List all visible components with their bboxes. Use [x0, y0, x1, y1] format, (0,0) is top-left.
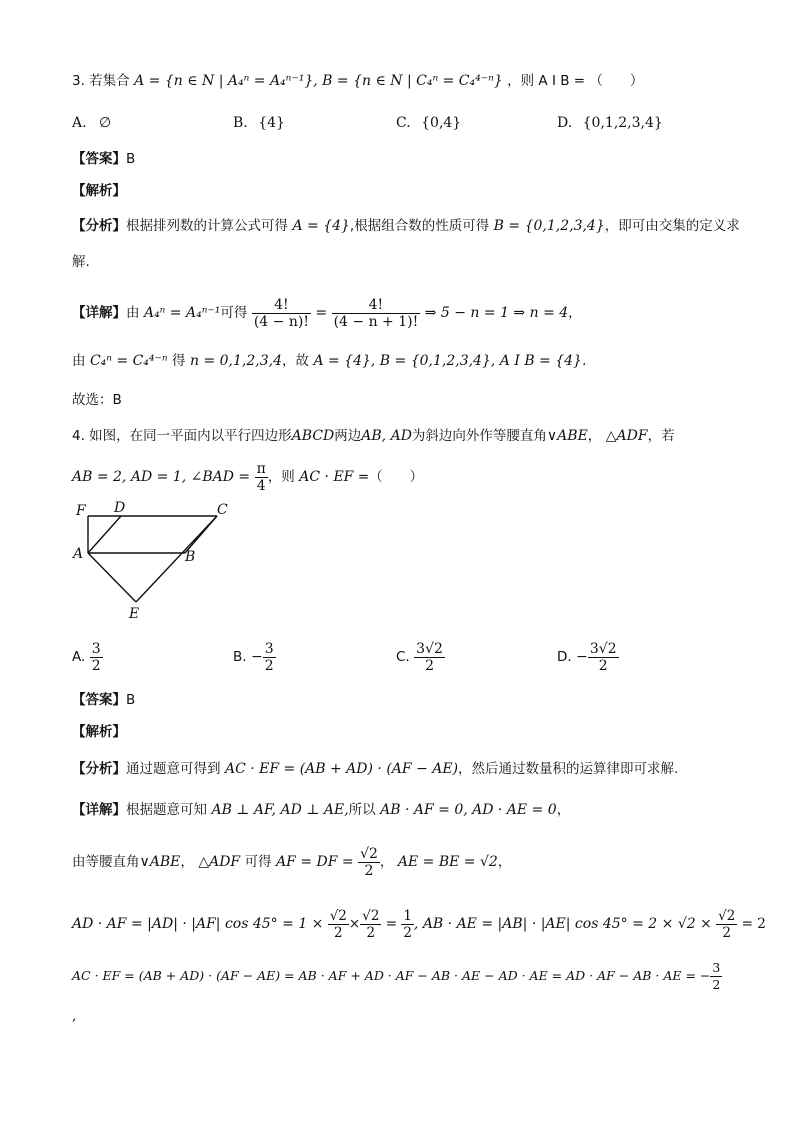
q4-line3	[72, 904, 766, 944]
q3-fenxi-text-b: ,根据组合数的性质可得	[349, 218, 490, 234]
q4-fenxi	[72, 759, 678, 779]
q4-option-d	[557, 637, 619, 677]
q3-question: ，则 A I B = （ ）	[507, 73, 644, 89]
q3-stem	[72, 71, 643, 91]
q3-fenxi-text-d: 解.	[72, 254, 90, 270]
q4-line2-e: 可得	[244, 854, 272, 870]
q4-line3-times: ×	[348, 916, 361, 932]
q3-fenxi-text-a: 根据排列数的计算公式可得	[126, 218, 288, 234]
segment-ae	[88, 553, 136, 602]
q4-option-b-frac	[263, 641, 276, 674]
label-a: A	[73, 546, 84, 562]
q3-sets: A = {n ∈ N | A₄ⁿ = A₄ⁿ⁻¹}, B = {n ∈ N | C₄ⁿ = C₄⁴⁻ⁿ}	[134, 73, 503, 89]
q3-frac-1	[252, 297, 311, 330]
label-c: C	[217, 502, 228, 518]
q4-stem-h: △ADF	[605, 428, 648, 444]
q3-fenxi-text-c: ，即可由交集的定义求	[604, 218, 740, 234]
q3-option-a-letter: A.	[72, 115, 87, 131]
q4-xiangjie-b: AB ⊥ AF, AD ⊥ AE,	[211, 802, 349, 818]
q3-option-d-text: {0,1,2,3,4}	[582, 115, 663, 131]
q4-line2	[72, 842, 511, 882]
parallelogram-figure	[70, 497, 240, 622]
q3-xiangjie-result: ⇒ 5 − n = 1 ⇒ n = 4	[424, 305, 569, 321]
q4-xiangjie	[72, 800, 570, 820]
q3-option-b	[233, 113, 285, 133]
q4-cond-a: AB = 2, AD = 1, ∠BAD =	[72, 469, 251, 485]
q3-frac-1-num: 4!	[252, 297, 311, 314]
q4-stem-g: ，	[587, 428, 602, 444]
q3-xiangjie-text-b: 可得	[220, 305, 248, 321]
q4-line3-frac3-den: 2	[403, 925, 412, 941]
q4-option-b	[233, 637, 276, 677]
q3-answer-tag: 【答案】	[72, 151, 126, 167]
q3-frac-1-den: (4 − n)!	[253, 313, 309, 330]
q3-line2-c: 得	[172, 353, 186, 369]
q4-line3-d: , AB · AE = |AB| · |AE| cos 45° = 2 × √2 ×	[413, 916, 712, 932]
q4-answer-value: B	[126, 692, 136, 708]
q4-line2-frac-den: 2	[364, 862, 374, 879]
q4-cond-frac	[255, 461, 268, 494]
q4-condition	[72, 456, 423, 498]
q4-option-a	[72, 637, 103, 677]
q4-line2-frac-num: √2	[360, 845, 378, 862]
q3-xiangjie-text-a: 由	[126, 305, 140, 321]
q4-cond-c: AC · EF	[299, 469, 354, 485]
q3-xiangjie-comma: ，	[568, 305, 582, 321]
q4-option-c-frac	[414, 641, 445, 674]
q4-line3-frac1-num: √2	[329, 908, 347, 924]
q4-line4	[72, 956, 722, 996]
q3-xiangjie-eq: A₄ⁿ = A₄ⁿ⁻¹	[143, 305, 221, 321]
q4-option-d-letter: D.	[557, 649, 572, 665]
q4-line3-frac2-den: 2	[366, 925, 376, 941]
q4-line2-d: △ADF	[198, 854, 241, 870]
q4-stem-a: 4. 如图，在同一平面内以平行四边形	[72, 428, 292, 444]
q3-line2	[72, 351, 586, 371]
q3-line2-a: 由	[72, 353, 86, 369]
q4-option-b-den: 2	[264, 657, 274, 674]
q4-option-d-den: 2	[598, 657, 608, 674]
q4-line4-frac-den: 2	[712, 977, 721, 992]
q4-cond-d: =（ ）	[357, 469, 424, 485]
q4-line4-frac-num: 3	[712, 960, 721, 975]
q3-line2-e: ，故	[281, 353, 309, 369]
q3-line2-result: A = {4}, B = {0,1,2,3,4}, A I B = {4}.	[313, 353, 587, 369]
q3-option-a	[72, 113, 111, 133]
q4-xiangjie-e: ，	[556, 802, 571, 818]
q4-line4-frac	[710, 960, 722, 993]
q4-line3-frac3-num: 1	[403, 908, 412, 924]
label-f: F	[76, 503, 86, 519]
label-b: B	[185, 549, 196, 565]
q4-xiangjie-d: AB · AF = 0, AD · AE = 0	[380, 802, 557, 818]
q4-stem-e: 为斜边向外作等腰直角	[411, 428, 547, 444]
q4-option-b-letter: B.	[233, 649, 247, 665]
q4-option-b-num: 3	[264, 640, 274, 657]
q4-analysis-heading	[72, 722, 126, 742]
q3-choice-text: 故选：B	[72, 392, 122, 408]
q3-fenxi	[72, 216, 740, 236]
q4-analysis-tag: 【解析】	[72, 724, 126, 740]
q3-choice	[72, 390, 122, 410]
q4-line2-h: AE = BE = √2	[397, 854, 498, 870]
q3-fenxi-set-b: B = {0,1,2,3,4}	[493, 218, 605, 234]
q4-stem-c: 两边	[334, 428, 362, 444]
q3-xiangjie	[72, 292, 582, 334]
q4-option-a-frac	[90, 641, 103, 674]
q3-fenxi-set-a: A = {4}	[292, 218, 350, 234]
q4-xiangjie-c: 所以	[348, 802, 376, 818]
q3-analysis-tag: 【解析】	[72, 183, 126, 199]
q4-option-a-den: 2	[91, 657, 101, 674]
q4-cond-b: ，则	[267, 469, 295, 485]
q3-option-c	[396, 113, 461, 133]
q4-line3-frac4	[716, 908, 737, 941]
q3-fenxi-cont	[72, 252, 90, 272]
q3-option-b-text: {4}	[258, 115, 285, 131]
q4-option-c-den: 2	[425, 657, 434, 674]
q4-option-a-letter: A.	[72, 649, 86, 665]
q3-answer	[72, 149, 135, 169]
q3-stem-label: 3. 若集合	[72, 73, 130, 89]
q4-option-d-num: 3√2	[589, 640, 617, 657]
q4-cond-frac-den: 4	[256, 477, 266, 494]
q4-stem-i: ，若	[647, 428, 675, 444]
q4-option-c	[396, 637, 445, 677]
q4-fenxi-tag: 【分析】	[72, 761, 126, 777]
q4-line3-frac1-den: 2	[334, 925, 343, 941]
q3-option-c-text: {0,4}	[421, 115, 462, 131]
segment-ec	[136, 516, 217, 602]
q3-line2-eq: C₄ⁿ = C₄⁴⁻ⁿ	[89, 353, 168, 369]
q4-xiangjie-a: 根据题意可知	[126, 802, 207, 818]
q3-xiangjie-tag: 【详解】	[72, 305, 126, 321]
q4-option-d-sign: −	[576, 649, 588, 665]
q3-fenxi-tag: 【分析】	[72, 218, 126, 234]
segment-ad	[88, 516, 121, 553]
q4-line2-frac	[358, 846, 380, 879]
q4-trailing-comma: ,	[72, 1008, 77, 1024]
q4-option-c-num: 3√2	[416, 640, 443, 657]
q4-answer-tag: 【答案】	[72, 692, 126, 708]
q4-line3-e: = 2	[741, 916, 766, 932]
q3-frac-2-num: 4!	[332, 297, 421, 314]
q4-line2-g: ，	[379, 854, 394, 870]
q4-line2-f: AF = DF =	[276, 854, 354, 870]
q3-option-d-letter: D.	[557, 115, 573, 131]
q4-trailing	[72, 1006, 76, 1026]
q3-frac-2	[332, 297, 421, 330]
q4-option-a-num: 3	[91, 640, 101, 657]
q4-line3-eq: =	[385, 916, 398, 932]
q4-line2-b: ∨ABE	[139, 854, 181, 870]
q4-answer	[72, 690, 135, 710]
q4-line2-c: ，	[180, 854, 194, 870]
q4-line3-a: AD · AF = |AD| · |AF| cos 45° = 1 ×	[72, 916, 324, 932]
q3-option-d	[557, 113, 663, 133]
q3-answer-value: B	[126, 151, 136, 167]
q4-option-c-letter: C.	[396, 649, 410, 665]
q4-line3-frac2	[360, 908, 381, 941]
q3-analysis-heading	[72, 181, 126, 201]
q4-option-d-frac	[588, 641, 619, 674]
q4-line3-frac1	[328, 908, 349, 941]
q4-xiangjie-tag: 【详解】	[72, 802, 126, 818]
q3-option-b-letter: B.	[233, 115, 248, 131]
q3-frac-2-den: (4 − n + 1)!	[333, 313, 419, 330]
q4-stem-b: ABCD	[291, 428, 335, 444]
label-d: D	[114, 500, 126, 516]
q4-line3-frac3	[401, 908, 414, 941]
q4-line2-i: ，	[497, 854, 512, 870]
q4-line3-frac4-den: 2	[722, 925, 732, 941]
label-e: E	[129, 606, 140, 622]
q4-line4-a: AC · EF = (AB + AD) · (AF − AE) = AB · AF + AD · AF − AB · AE − AD · AE = AD · AF − AB · AE = −	[72, 968, 711, 983]
q4-line3-frac4-num: √2	[718, 908, 736, 924]
q4-line2-a: 由等腰直角	[72, 854, 140, 870]
q4-line3-frac2-num: √2	[362, 908, 380, 924]
q4-option-b-sign: −	[251, 649, 263, 665]
q4-fenxi-c: ，然后通过数量积的运算律即可求解.	[458, 761, 679, 777]
q3-equals: =	[315, 305, 328, 321]
q4-fenxi-eq: AC · EF = (AB + AD) · (AF − AE)	[224, 761, 459, 777]
q4-stem	[72, 426, 675, 446]
q3-option-a-text: ∅	[99, 115, 112, 131]
q4-cond-frac-num: π	[256, 460, 266, 477]
q4-stem-f: ∨ABE	[546, 428, 588, 444]
q3-line2-n: n = 0,1,2,3,4	[190, 353, 282, 369]
q3-option-c-letter: C.	[396, 115, 411, 131]
q4-fenxi-a: 通过题意可得到	[126, 761, 221, 777]
q4-stem-d: AB, AD	[361, 428, 412, 444]
